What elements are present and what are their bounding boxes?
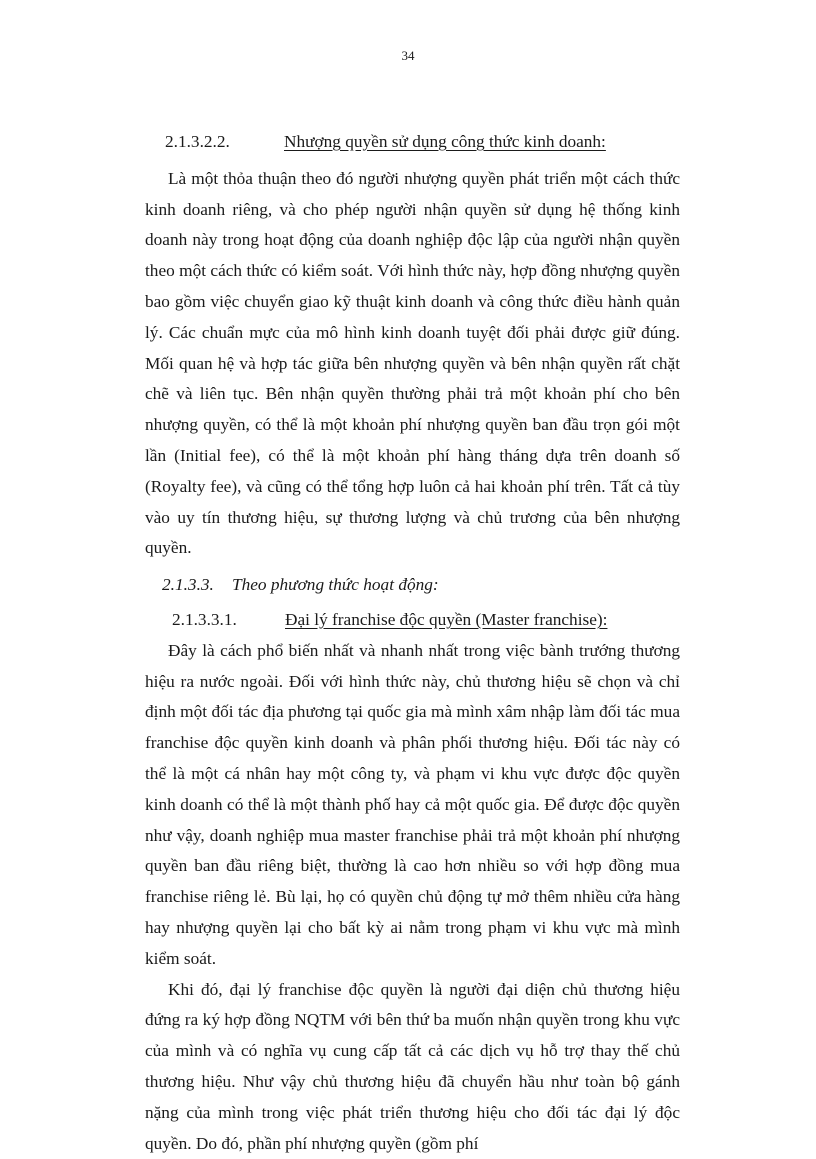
paragraph: Khi đó, đại lý franchise độc quyền là người đại diện chủ thương hiệu đứng ra ký hợp đồng NQTM với bên thứ ba muốn nhận quyền trong khu vực của mình và có nghĩa vụ cung cấp tất cả các dịch vụ hỗ trợ thay thế chủ thương hiệu. Như vậy chủ thương hiệu đã chuyển hầu như toàn bộ gánh nặng của mình trong việc phát triển thương hiệu cho đối tác đại lý độc quyền. Do đó, phần phí nhượng quyền (gồm phí: [145, 979, 680, 1153]
section-number: 2.1.3.2.2.: [165, 132, 230, 151]
page-number: 34: [401, 48, 415, 63]
paragraph: Là một thỏa thuận theo đó người nhượng quyền phát triển một cách thức kinh doanh riêng, và cho phép người nhận quyền sử dụng hệ thống kinh doanh này trong hoạt động của doanh nghiệp độc lập của người nhận quyền theo một cách thức có kiểm soát. Với hình thức này, hợp đồng nhượng quyền bao gồm việc chuyển giao kỹ thuật kinh doanh và công thức điều hành quản lý. Các chuẩn mực của mô hình kinh doanh tuyệt đối phải được giữ đúng. Mối quan hệ và hợp tác giữa bên nhượng quyền và bên nhận quyền rất chặt chẽ và liên tục. Bên nhận quyền thường phải trả một khoản phí cho bên nhượng quyền, có thể là một khoản phí nhượng quyền ban đầu trọn gói một lần (Initial fee), có thể là một khoản phí hàng tháng dựa trên doanh số (Royalty fee), và cũng có thể tổng hợp luôn cả hai khoản phí trên. Tất cả tùy vào uy tín thương hiệu, sự thương lượng và chủ trương của bên nhượng quyền.: [145, 168, 680, 558]
section-heading-2-1-3-3: [145, 570, 680, 601]
section-heading-2-1-3-3-1: [145, 605, 680, 636]
section-title: Theo phương thức hoạt động:: [232, 575, 439, 595]
section-number: 2.1.3.3.: [162, 575, 214, 595]
section-title: Nhượng quyền sử dụng công thức kinh doanh:: [284, 132, 606, 151]
section-heading-2-1-3-2-2: [145, 127, 680, 158]
document-body: [145, 127, 680, 1159]
paragraph: Đây là cách phổ biến nhất và nhanh nhất trong việc bành trướng thương hiệu ra nước ngoài. Đối với hình thức này, chủ thương hiệu sẽ chọn và chỉ định một đối tác địa phương tại quốc gia mà mình xâm nhập làm đối tác mua franchise độc quyền kinh doanh và phân phối thương hiệu. Đối tác này có thể là một cá nhân hay một công ty, và phạm vi khu vực được độc quyền kinh doanh có thể là một thành phố hay cả một quốc gia. Để được độc quyền như vậy, doanh nghiệp mua master franchise phải trả một khoản phí nhượng quyền ban đầu riêng biệt, thường là cao hơn nhiều so với hợp đồng mua franchise riêng lẻ. Bù lại, họ có quyền chủ động tự mở thêm nhiều cửa hàng hay nhượng quyền lại cho bất kỳ ai nằm trong phạm vi khu vực mà mình kiểm soát.: [145, 640, 680, 968]
section-number: 2.1.3.3.1.: [172, 609, 237, 629]
section-title: Đại lý franchise độc quyền (Master franchise):: [285, 609, 608, 629]
